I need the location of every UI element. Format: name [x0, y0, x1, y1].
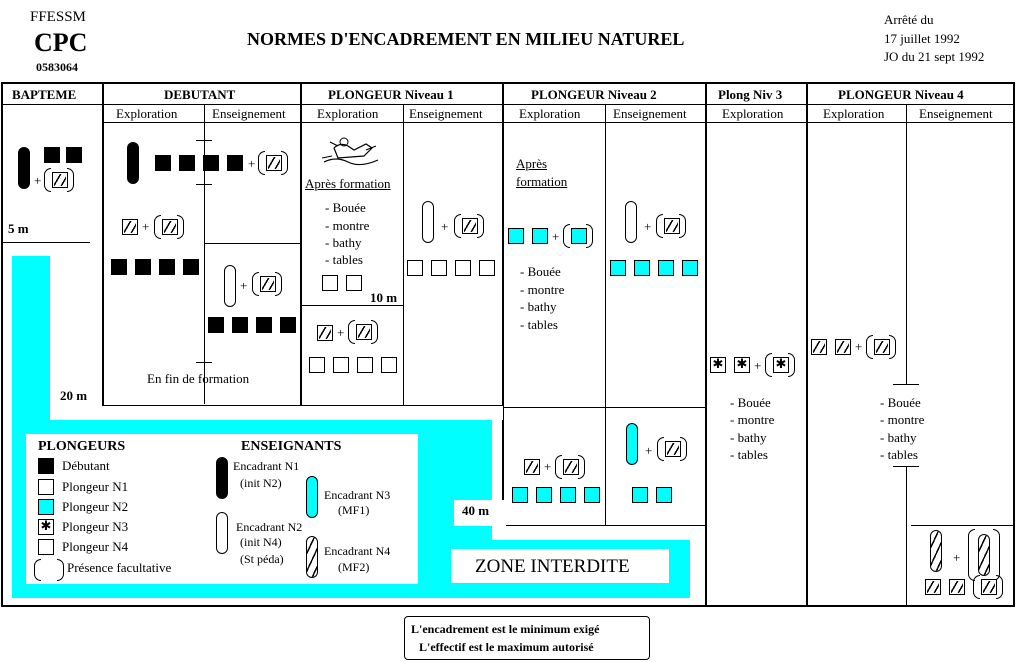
optional-bracket [656, 214, 686, 238]
optional-bracket [154, 215, 184, 239]
diver-boat-icon [320, 130, 384, 170]
n2-square [560, 487, 576, 503]
encadrant-n2-symbol [224, 265, 236, 307]
plus-sign: + [953, 550, 961, 565]
legend-symbol [38, 479, 54, 495]
grid-line [503, 407, 705, 408]
grid-line [300, 82, 302, 407]
n2-square [634, 260, 650, 276]
page-title: NORMES D'ENCADREMENT EN MILIEU NATUREL [247, 29, 685, 49]
encadrant-n4-square [981, 579, 997, 595]
decree-line-2: 17 juillet 1992 [884, 31, 960, 46]
encadrant-n4-symbol [978, 534, 990, 576]
equip-item: - Bouée [730, 395, 771, 410]
plus-sign: + [855, 339, 863, 354]
grid-line [705, 82, 707, 607]
committee-name: CPC [34, 28, 88, 57]
legend-label: Plongeur N4 [62, 539, 129, 554]
legend-label: Encadrant N4 [324, 544, 391, 558]
encadrant-n4-square [462, 218, 478, 234]
encadrant-n4-square [356, 324, 372, 340]
col-header-bapteme: BAPTEME [12, 87, 77, 102]
equip-item: - montre [520, 282, 565, 297]
plus-sign: + [248, 156, 256, 171]
legend-label: Encadrant N3 [324, 488, 391, 502]
plus-sign: + [645, 443, 653, 458]
grid-line [1013, 82, 1015, 607]
plus-sign: + [142, 219, 150, 234]
legend-label: Plongeur N1 [62, 479, 129, 494]
subcol-exploration: Exploration [722, 106, 784, 121]
equip-item: - montre [880, 412, 925, 427]
equip-item: - montre [730, 412, 775, 427]
grid-line [204, 104, 205, 404]
decree-line-1: Arrêté du [884, 12, 934, 27]
n1-square [381, 357, 397, 373]
grid-line [403, 104, 404, 406]
grid-line [906, 466, 907, 606]
optional-bracket [44, 168, 74, 192]
plus-sign: + [552, 229, 560, 244]
encadrant-n2-symbol [422, 201, 434, 243]
plus-sign: + [441, 219, 449, 234]
optional-bracket [555, 455, 585, 479]
optional-bracket [657, 437, 687, 461]
optional-bracket [563, 224, 593, 248]
grid-line [103, 122, 1013, 123]
legend-label: Présence facultative [67, 560, 172, 575]
debutant-square [155, 155, 171, 171]
debutant-square [256, 317, 272, 333]
n2-square [584, 487, 600, 503]
n3-square [734, 357, 750, 373]
subcol-enseignement: Enseignement [613, 106, 687, 121]
n1-square [333, 357, 349, 373]
subcol-exploration: Exploration [519, 106, 581, 121]
encadrant-n4-square [162, 219, 178, 235]
n2-square [512, 487, 528, 503]
n1-square [357, 357, 373, 373]
legend-label: (St péda) [240, 552, 284, 566]
encadrant-n2-symbol [216, 512, 228, 554]
encadrant-n1-symbol [18, 147, 30, 189]
debutant-square [208, 317, 224, 333]
legend-label: (MF1) [338, 503, 370, 517]
grid-line [1, 82, 1015, 84]
optional-bracket [252, 272, 282, 296]
debutant-square [183, 259, 199, 275]
equip-item: - bathy [520, 299, 557, 314]
legend-symbol [38, 519, 54, 535]
plus-sign: + [644, 219, 652, 234]
col-header-n2: PLONGEUR Niveau 2 [531, 87, 657, 102]
optional-bracket [258, 151, 288, 175]
zone-gap [50, 406, 503, 420]
depth-20m: 20 m [60, 388, 88, 403]
grid-line [1, 605, 707, 607]
equip-item: - Bouée [880, 395, 921, 410]
legend-label: Encadrant N2 [236, 520, 303, 534]
encadrant-n1-symbol [127, 142, 139, 184]
optional-bracket [765, 353, 795, 377]
plus-sign: + [240, 278, 248, 293]
n2-square [632, 487, 648, 503]
grid-line [503, 525, 706, 526]
legend-enseignants-title: ENSEIGNANTS [241, 439, 342, 454]
encadrant-n1-symbol [216, 457, 228, 499]
depth-10m: 10 m [370, 290, 398, 305]
subcol-enseignement: Enseignement [919, 106, 993, 121]
subcol-exploration: Exploration [116, 106, 178, 121]
tick-mark [196, 140, 212, 141]
n2-square [571, 228, 587, 244]
debutant-square [111, 259, 127, 275]
n3-square [773, 357, 789, 373]
cyan-zone [12, 380, 50, 420]
n2-square [532, 228, 548, 244]
plus-sign: + [34, 173, 42, 188]
n1-square [431, 260, 447, 276]
debutant-square [232, 317, 248, 333]
legend-label: (init N4) [240, 535, 282, 549]
equip-item: - tables [880, 447, 918, 462]
legend-label: Encadrant N1 [233, 459, 300, 473]
debutant-square [203, 155, 219, 171]
footer-line-2: L'effectif est le maximum autorisé [419, 640, 594, 654]
plus-sign: + [754, 358, 762, 373]
grid-line [906, 104, 907, 384]
depth-5m: 5 m [8, 221, 29, 236]
legend-label: Débutant [62, 458, 110, 473]
legend-symbol [38, 539, 54, 555]
col-header-n4: PLONGEUR Niveau 4 [838, 87, 964, 102]
legend-plongeurs-title: PLONGEURS [38, 439, 126, 454]
encadrant-n4-symbol [930, 530, 942, 572]
encadrant-n4-square [524, 459, 540, 475]
grid-line [706, 605, 1015, 607]
debutant-square [135, 259, 151, 275]
encadrant-n4-square [52, 172, 68, 188]
equip-item: - bathy [325, 235, 362, 250]
n1-square [346, 275, 362, 291]
subcol-enseignement: Enseignement [409, 106, 483, 121]
encadrant-n4-square [949, 579, 965, 595]
n2-square [656, 487, 672, 503]
zone-gap [50, 256, 90, 380]
optional-bracket [348, 320, 378, 344]
subcol-enseignement: Enseignement [212, 106, 286, 121]
doc-code: 0583064 [36, 60, 78, 74]
encadrant-n4-square [874, 339, 890, 355]
legend-symbol [38, 458, 54, 474]
encadrant-n4-square [665, 441, 681, 457]
equip-item: - tables [730, 447, 768, 462]
encadrant-n4-square [835, 339, 851, 355]
org-name: FFESSM [30, 9, 86, 25]
grid-line [204, 384, 205, 404]
legend-label: (init N2) [240, 476, 282, 490]
equip-item: - tables [325, 252, 363, 267]
encadrant-n4-square [925, 579, 941, 595]
tick-mark [196, 184, 212, 185]
encadrant-n4-square [260, 276, 276, 292]
optional-bracket [968, 529, 1000, 581]
equip-item: - tables [520, 317, 558, 332]
col-header-debutant: DEBUTANT [164, 87, 236, 102]
after-note: Après [516, 156, 548, 171]
legend-label: Plongeur N2 [62, 499, 129, 514]
equip-item: - bathy [730, 430, 767, 445]
legend-label: (MF2) [338, 560, 370, 574]
encadrant-n3-symbol [306, 476, 318, 518]
after-training-note: Après formation [305, 176, 391, 191]
n1-square [455, 260, 471, 276]
equip-item: - Bouée [325, 200, 366, 215]
n2-square [610, 260, 626, 276]
grid-line [605, 104, 606, 525]
encadrant-n4-square [266, 155, 282, 171]
debutant-square [280, 317, 296, 333]
grid-line [911, 525, 1014, 526]
optional-bracket [454, 214, 484, 238]
n1-square [479, 260, 495, 276]
encadrant-n2-symbol [625, 201, 637, 243]
plus-sign: + [544, 459, 552, 474]
grid-line [806, 82, 808, 607]
debutant-square [66, 147, 82, 163]
equip-item: - Bouée [520, 264, 561, 279]
encadrant-n4-square [317, 325, 333, 341]
zone-interdite-label: ZONE INTERDITE [475, 556, 630, 577]
decree-line-3: JO du 21 sept 1992 [884, 49, 985, 64]
grid-line [204, 243, 300, 244]
n1-square [407, 260, 423, 276]
n2-square [536, 487, 552, 503]
encadrant-n4-square [664, 218, 680, 234]
grid-line [1, 104, 1015, 105]
n2-square [658, 260, 674, 276]
subcol-exploration: Exploration [823, 106, 885, 121]
debutant-square [159, 259, 175, 275]
equip-item: - bathy [880, 430, 917, 445]
tick-mark [196, 362, 212, 363]
debutant-square [227, 155, 243, 171]
depth-40m: 40 m [462, 503, 490, 518]
grid-line [1, 242, 102, 243]
legend-symbol [38, 499, 54, 515]
tick-mark [893, 466, 919, 467]
equip-item: - montre [325, 218, 370, 233]
encadrant-n4-square [122, 219, 138, 235]
grid-line [300, 305, 403, 306]
subcol-exploration: Exploration [317, 106, 379, 121]
n2-square [682, 260, 698, 276]
optional-bracket [973, 575, 1003, 599]
encadrant-n3-symbol [626, 423, 638, 465]
col-header-n3: Plong Niv 3 [718, 87, 783, 102]
legend-symbol [34, 559, 64, 581]
n3-square [710, 357, 726, 373]
n1-square [309, 357, 325, 373]
grid-line [502, 82, 504, 525]
footer-line-1: L'encadrement est le minimum exigé [411, 622, 600, 636]
grid-line [1, 82, 3, 607]
encadrant-n4-symbol [306, 536, 318, 578]
legend-label: Plongeur N3 [62, 519, 129, 534]
debutant-square [179, 155, 195, 171]
training-note: formation [516, 174, 568, 189]
col-header-n1: PLONGEUR Niveau 1 [328, 87, 454, 102]
n1-square [322, 275, 338, 291]
n2-square [508, 228, 524, 244]
optional-bracket [866, 335, 896, 359]
grid-line [102, 82, 104, 407]
plus-sign: + [337, 325, 345, 340]
tick-mark [893, 384, 919, 385]
encadrant-n4-square [563, 459, 579, 475]
end-of-training-note: En fin de formation [147, 371, 250, 386]
encadrant-n4-square [811, 339, 827, 355]
debutant-square [44, 147, 60, 163]
